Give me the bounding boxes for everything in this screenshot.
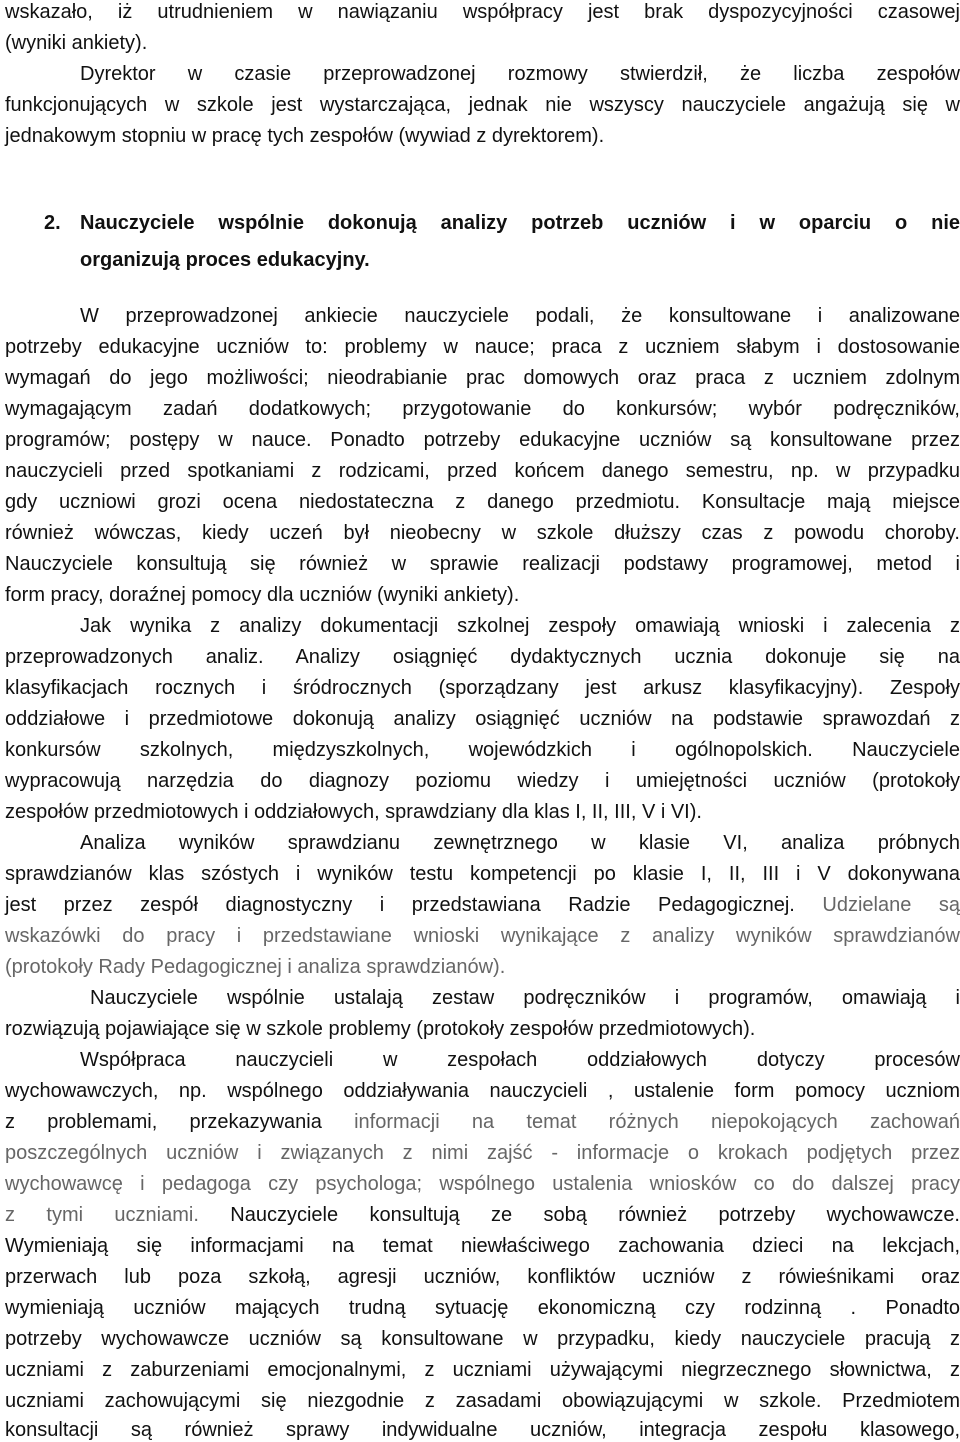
paragraph-line: wskazało, iż utrudnieniem w nawiązaniu współpracy jest brak dyspozycyjności czasowej	[5, 1, 960, 23]
paragraph-line: potrzeby edukacyjne uczniów to: problemy w nauce; praca z uczniem słabym i dostosowanie	[5, 336, 960, 358]
paragraph-line: rozwiązują pojawiające się w szkole problemy (protokoły zespołów przedmiotowych).	[5, 1018, 756, 1040]
paragraph-line: uczniami zachowującymi się niezgodnie z zasadami obowiązującymi w szkole. Przedmiotem	[5, 1390, 960, 1412]
paragraph-text: Nauczyciele konsultują ze sobą również potrzeby wychowawcze.	[230, 1204, 960, 1226]
paragraph-line: wychowawczych, np. wspólnego oddziaływania nauczycieli , ustalenie form pomocy uczniom	[5, 1080, 960, 1102]
paragraph-line: Wymieniają się informacjami na temat niewłaściwego zachowania dzieci na lekcjach,	[5, 1235, 960, 1257]
paragraph-text-grey: Udzielane są	[822, 894, 960, 916]
paragraph-line: oddziałowe i przedmiotowe dokonują analizy osiągnięć uczniów na podstawie sprawozdań z	[5, 708, 960, 730]
paragraph-line	[5, 1203, 960, 1227]
paragraph-line: sprawdzianów klas szóstych i wyników testu kompetencji po klasie I, II, III i V dokonywana	[5, 863, 960, 885]
paragraph-line: jednakowym stopniu w pracę tych zespołów (wywiad z dyrektorem).	[5, 125, 605, 147]
paragraph-line: programów; postępy w nauce. Ponadto potrzeby edukacyjne uczniów są konsultowane przez	[5, 429, 960, 451]
paragraph-line: funkcjonujących w szkole jest wystarczająca, jednak nie wszyscy nauczyciele angażują się w	[5, 94, 960, 116]
paragraph-line	[5, 893, 960, 917]
paragraph-line: Jak wynika z analizy dokumentacji szkolnej zespoły omawiają wnioski i zalecenia z	[80, 615, 960, 637]
section-heading-line: organizują proces edukacyjny.	[80, 249, 370, 271]
paragraph-line: nauczycieli przed spotkaniami z rodzicami, przed końcem danego semestru, np. w przypadku	[5, 460, 960, 482]
paragraph-text-grey: z tymi uczniami.	[5, 1204, 199, 1226]
paragraph-line: konkursów szkolnych, międzyszkolnych, wojewódzkich i ogólnopolskich. Nauczyciele	[5, 739, 960, 761]
section-heading-line: Nauczyciele wspólnie dokonują analizy potrzeb uczniów i w oparciu o nie	[80, 212, 960, 234]
heading-number: 2.	[44, 212, 61, 234]
paragraph-line: przeprowadzonych analiz. Analizy osiągnięć dydaktycznych ucznia dokonuje się na	[5, 646, 960, 668]
paragraph-line: konsultacji są również sprawy indywidualne uczniów, integracja zespołu klasowego,	[5, 1419, 960, 1441]
paragraph-line: wymagającym zadań dodatkowych; przygotowanie do konkursów; wybór podręczników,	[5, 398, 960, 420]
paragraph-line: Analiza wyników sprawdzianu zewnętrznego w klasie VI, analiza próbnych	[80, 832, 960, 854]
paragraph-line: wypracowują narzędzia do diagnozy poziomu wiedzy i umiejętności uczniów (protokoły	[5, 770, 960, 792]
paragraph-line	[5, 1110, 960, 1134]
paragraph-line: Nauczyciele wspólnie ustalają zestaw podręczników i programów, omawiają i	[90, 987, 960, 1009]
paragraph-line: (wyniki ankiety).	[5, 32, 148, 54]
paragraph-line: Dyrektor w czasie przeprowadzonej rozmowy stwierdził, że liczba zespołów	[80, 63, 960, 85]
paragraph-text: jest przez zespół diagnostyczny i przedstawiana Radzie Pedagogicznej.	[5, 894, 795, 916]
paragraph-line: Współpraca nauczycieli w zespołach oddziałowych dotyczy procesów	[80, 1049, 960, 1071]
paragraph-line-grey: poszczególnych uczniów i związanych z nimi zajść - informacje o krokach podjętych przez	[5, 1142, 960, 1164]
paragraph-line: potrzeby wychowawcze uczniów są konsultowane w przypadku, kiedy nauczyciele pracują z	[5, 1328, 960, 1350]
paragraph-line: wymieniają uczniów mających trudną sytuację ekonomiczną czy rodzinną . Ponadto	[5, 1297, 960, 1319]
paragraph-line: również wówczas, kiedy uczeń był nieobecny w szkole dłuższy czas z powodu choroby.	[5, 522, 960, 544]
paragraph-line-grey: wychowawcę i pedagoga czy psychologa; wspólnego ustalenia wniosków co do dalszej pracy	[5, 1173, 960, 1195]
paragraph-text: z problemami, przekazywania	[5, 1111, 322, 1133]
paragraph-line-grey: wskazówki do pracy i przedstawiane wnioski wynikające z analizy wyników sprawdzianów	[5, 925, 960, 947]
paragraph-line: zespołów przedmiotowych i oddziałowych, sprawdziany dla klas I, II, III, V i VI).	[5, 801, 702, 823]
paragraph-line: gdy uczniowi grozi ocena niedostateczna z danego przedmiotu. Konsultacje mają miejsce	[5, 491, 960, 513]
paragraph-line-grey: (protokoły Rady Pedagogicznej i analiza sprawdzianów).	[5, 956, 506, 978]
paragraph-line: klasyfikacjach rocznych i śródrocznych (sporządzany jest arkusz klasyfikacyjny). Zespoły	[5, 677, 960, 699]
paragraph-line: przerwach lub poza szkołą, agresji uczniów, konfliktów uczniów z rówieśnikami oraz	[5, 1266, 960, 1288]
paragraph-line: uczniami z zaburzeniami emocjonalnymi, z uczniami używającymi niegrzecznego słownictwa, z	[5, 1359, 960, 1381]
paragraph-line: wymagań do jego możliwości; nieodrabianie prac domowych oraz praca z uczniem zdolnym	[5, 367, 960, 389]
paragraph-line: Nauczyciele konsultują się również w sprawie realizacji podstawy programowej, metod i	[5, 553, 960, 575]
paragraph-line: form pracy, doraźnej pomocy dla uczniów (wyniki ankiety).	[5, 584, 520, 606]
paragraph-line: W przeprowadzonej ankiecie nauczyciele podali, że konsultowane i analizowane	[80, 305, 960, 327]
paragraph-text-grey: informacji na temat różnych niepokojących zachowań	[354, 1111, 960, 1133]
